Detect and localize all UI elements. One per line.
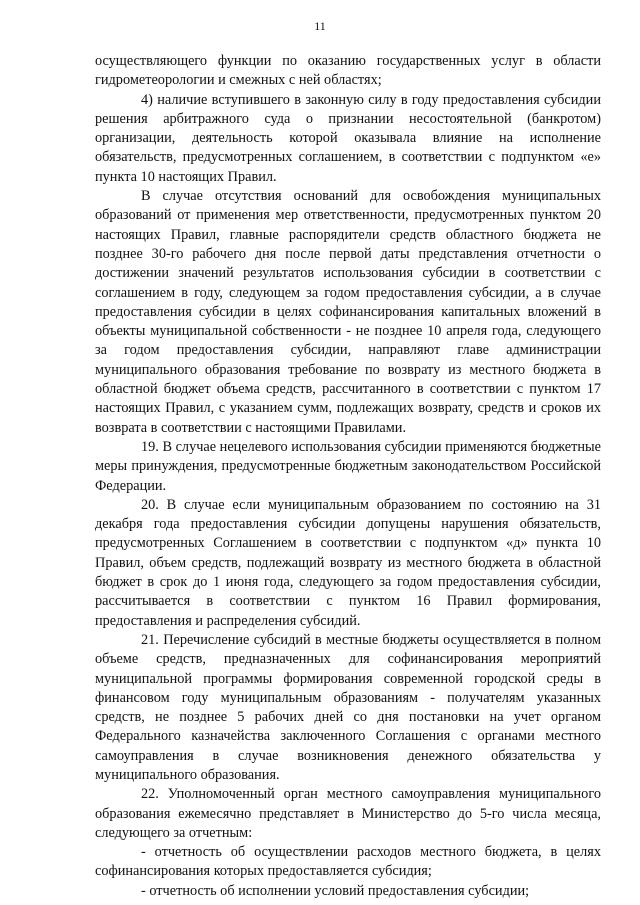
page-number: 11 bbox=[314, 19, 326, 33]
paragraph-subitem-4: 4) наличие вступившего в законную силу в году предоставления субсидии решения арбитражного суда о признании несостоятельной (банкротом) организации, деятельность которой оказывала влияние на исполнение обязательств, предусмотренных соглашением, в соответствии с подпунктом «е» пункта 10 настоящих Правил. bbox=[95, 91, 601, 185]
paragraph-no-grounds: В случае отсутствия оснований для освобождения муниципальных образований от применения мер ответственности, предусмотренных пунктом 20 настоящих Правил, главные распорядители средств областного бюджета не позднее 30-го рабочего дня после первой даты представления отчетности о достижении значений результатов использования субсидии в соответствии с соглашением в году, следующем за годом предоставления субсидии, а в случае предоставления субсидии в целях софинансирования капитальных вложений в объекты муниципальной собственности - не позднее 10 апреля года, следующего за годом предоставления субсидии, направляют главе администрации муниципального образования требование по возврату из местного бюджета в областной бюджет объема средств, рассчитанного в соответствии с пунктом 17 настоящих Правил, с указанием сумм, подлежащих возврату, средств и сроков их возврата в соответствии с настоящими Правилами. bbox=[95, 188, 601, 436]
paragraph-item-19: 19. В случае нецелевого использования субсидии применяются бюджетные меры принуждения, предусмотренные бюджетным законодательством Российской Федерации. bbox=[95, 438, 601, 494]
paragraph-item-21: 21. Перечисление субсидий в местные бюджеты осуществляется в полном объеме средств, предназначенных для софинансирования мероприятий муниципальной программы формирования современной городской среды в финансовом году муниципальным образованиям - получателям указанных средств, не позднее 5 рабочих дней со дня постановки на учет органом Федерального казначейства заключенного Соглашения с органами местного самоуправления в случае возникновения денежного обязательства у муниципального образования. bbox=[95, 631, 601, 783]
paragraph-item-20: 20. В случае если муниципальным образованием по состоянию на 31 декабря года предоставления субсидии допущены нарушения обязательств, предусмотренных Соглашением в соответствии с подпунктом «д» пункта 10 Правил, объем средств, подлежащий возврату из местного бюджета в областной бюджет в срок до 1 июня года, следующего за годом предоставления субсидии, рассчитывается в соответствии с пунктом 16 Правил формирования, предоставления и распределения субсидий. bbox=[95, 496, 601, 629]
paragraph-item-22: 22. Уполномоченный орган местного самоуправления муниципального образования ежемесячно представляет в Министерство до 5-го числа месяца, следующего за отчетным: bbox=[95, 786, 601, 841]
document-body bbox=[95, 52, 601, 901]
list-item-conditions-report: - отчетность об исполнении условий предоставления субсидии; bbox=[141, 882, 530, 899]
paragraph-continuation: осуществляющего функции по оказанию государственных услуг в области гидрометеорологии и смежных с ней областях; bbox=[95, 53, 601, 89]
list-item-expenses-report: - отчетность об осуществлении расходов местного бюджета, в целях софинансирования которых предоставляется субсидия; bbox=[95, 844, 601, 880]
